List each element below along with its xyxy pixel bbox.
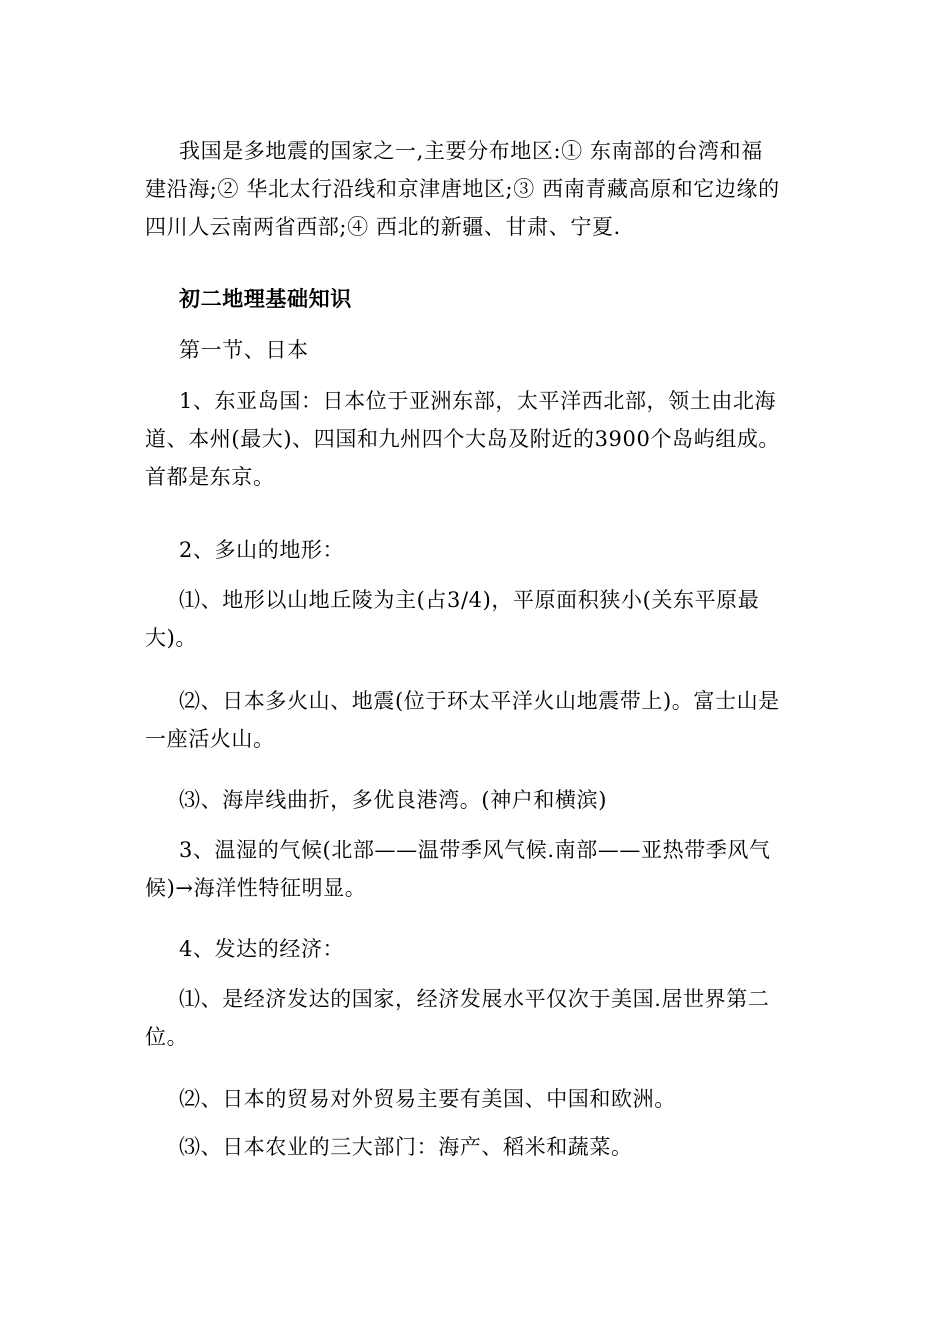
p2-text: 2、多山的地形： <box>179 538 345 562</box>
section-title-block <box>145 331 805 369</box>
section-title: 第一节、日本 <box>179 338 309 362</box>
paragraph-4 <box>145 930 805 968</box>
p4-1-line-2: 位。 <box>145 1025 189 1049</box>
p4-1-line-1: ⑴、是经济发达的国家，经济发展水平仅次于美国.居世界第二 <box>179 987 770 1011</box>
p3-line-2: 候)→海洋性特征明显。 <box>145 876 367 900</box>
p4-3-text: ⑶、日本农业的三大部门：海产、稻米和蔬菜。 <box>179 1135 633 1159</box>
paragraph-2-2 <box>145 682 805 758</box>
paragraph-4-1 <box>145 980 805 1056</box>
p4-text: 4、发达的经济： <box>179 937 345 961</box>
intro-paragraph <box>145 132 805 246</box>
doc-heading-block <box>145 280 805 318</box>
p1-line-1: 1、东亚岛国：日本位于亚洲东部，太平洋西北部，领土由北海 <box>179 389 777 413</box>
p2-2-line-2: 一座活火山。 <box>145 727 275 751</box>
p2-2-line-1: ⑵、日本多火山、地震(位于环太平洋火山地震带上)。富士山是 <box>179 689 780 713</box>
intro-line-2: 建沿海;② 华北太行沿线和京津唐地区;③ 西南青藏高原和它边缘的 <box>145 177 780 201</box>
p1-line-3: 首都是东京。 <box>145 465 275 489</box>
paragraph-2-3 <box>145 781 805 819</box>
p4-2-text: ⑵、日本的贸易对外贸易主要有美国、中国和欧洲。 <box>179 1087 676 1111</box>
p2-1-line-2: 大)。 <box>145 626 197 650</box>
doc-heading: 初二地理基础知识 <box>179 286 352 311</box>
paragraph-4-2 <box>145 1080 805 1118</box>
p3-line-1: 3、温湿的气候(北部——温带季风气候.南部——亚热带季风气 <box>179 838 771 862</box>
paragraph-2-1 <box>145 581 805 657</box>
paragraph-4-3 <box>145 1128 805 1166</box>
paragraph-2 <box>145 531 805 569</box>
p1-line-2: 道、本州(最大)、四国和九州四个大岛及附近的3900个岛屿组成。 <box>145 427 781 451</box>
paragraph-3 <box>145 831 805 907</box>
p2-1-line-1: ⑴、地形以山地丘陵为主(占3/4)，平原面积狭小(关东平原最 <box>179 588 760 612</box>
intro-line-1: 我国是多地震的国家之一,主要分布地区:① 东南部的台湾和福 <box>179 139 763 163</box>
paragraph-1 <box>145 382 805 496</box>
p2-3-text: ⑶、海岸线曲折，多优良港湾。(神户和横滨) <box>179 788 607 812</box>
intro-line-3: 四川人云南两省西部;④ 西北的新疆、甘肃、宁夏. <box>145 215 621 239</box>
